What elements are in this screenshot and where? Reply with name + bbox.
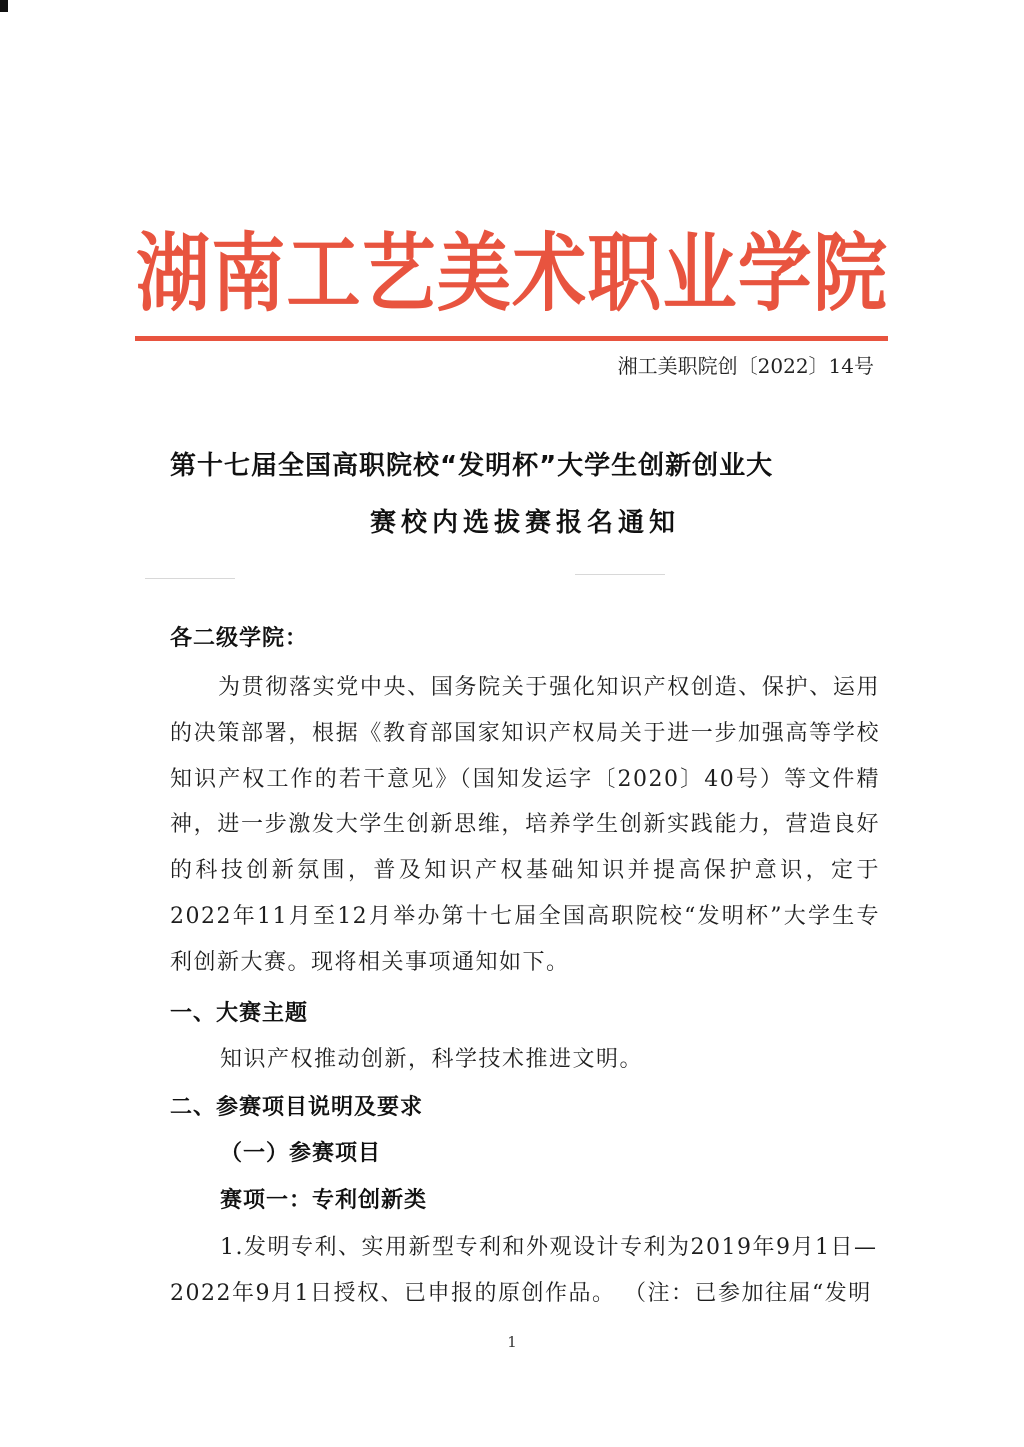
item-1-heading: 赛项一：专利创新类 (220, 1188, 428, 1213)
document-title-line-2: 赛校内选拔赛报名通知 (370, 508, 681, 538)
item-1-text-line-1: 1.发明专利、实用新型专利和外观设计专利为2019年9月1日— (220, 1235, 878, 1260)
section-1-text: 知识产权推动创新，科学技术推进文明。 (220, 1047, 644, 1072)
item-1-text-line-2: 2022年9月1日授权、已申报的原创作品。 （注：已参加往届“发明 (170, 1281, 872, 1306)
subsection-1-heading: （一）参赛项目 (220, 1141, 382, 1166)
document-title-line-1: 第十七届全国高职院校“发明杯”大学生创新创业大 (170, 451, 774, 481)
section-1-heading: 一、大赛主题 (170, 1001, 309, 1026)
scan-artifact-line (145, 578, 235, 579)
scan-edge-mark (0, 0, 8, 12)
document-number: 湘工美职院创〔2022〕14号 (617, 354, 874, 378)
salutation: 各二级学院： (170, 626, 309, 651)
institution-header: 湖南工艺美术职业学院 (136, 224, 888, 324)
intro-paragraph: 为贯彻落实党中央、国务院关于强化知识产权创造、保护、运用的决策部署，根据《教育部国家知识产权局关于进一步加强高等学校知识产权工作的若干意见》（国知发运字〔2020〕40号）等文件精神，进一步激发大学生创新思维，培养学生创新实践能力，营造良好的科技创新氛围，普及知识产权基础知识并提高保护意识，定于2022年11月至12月举办第十七届全国高职院校“发明杯”大学生专利创新大赛。现将相关事项通知如下。 (170, 675, 880, 975)
page-number: 1 (507, 1333, 517, 1351)
scan-artifact-line (575, 574, 665, 575)
section-2-heading: 二、参赛项目说明及要求 (170, 1095, 424, 1120)
header-red-rule (135, 336, 888, 341)
